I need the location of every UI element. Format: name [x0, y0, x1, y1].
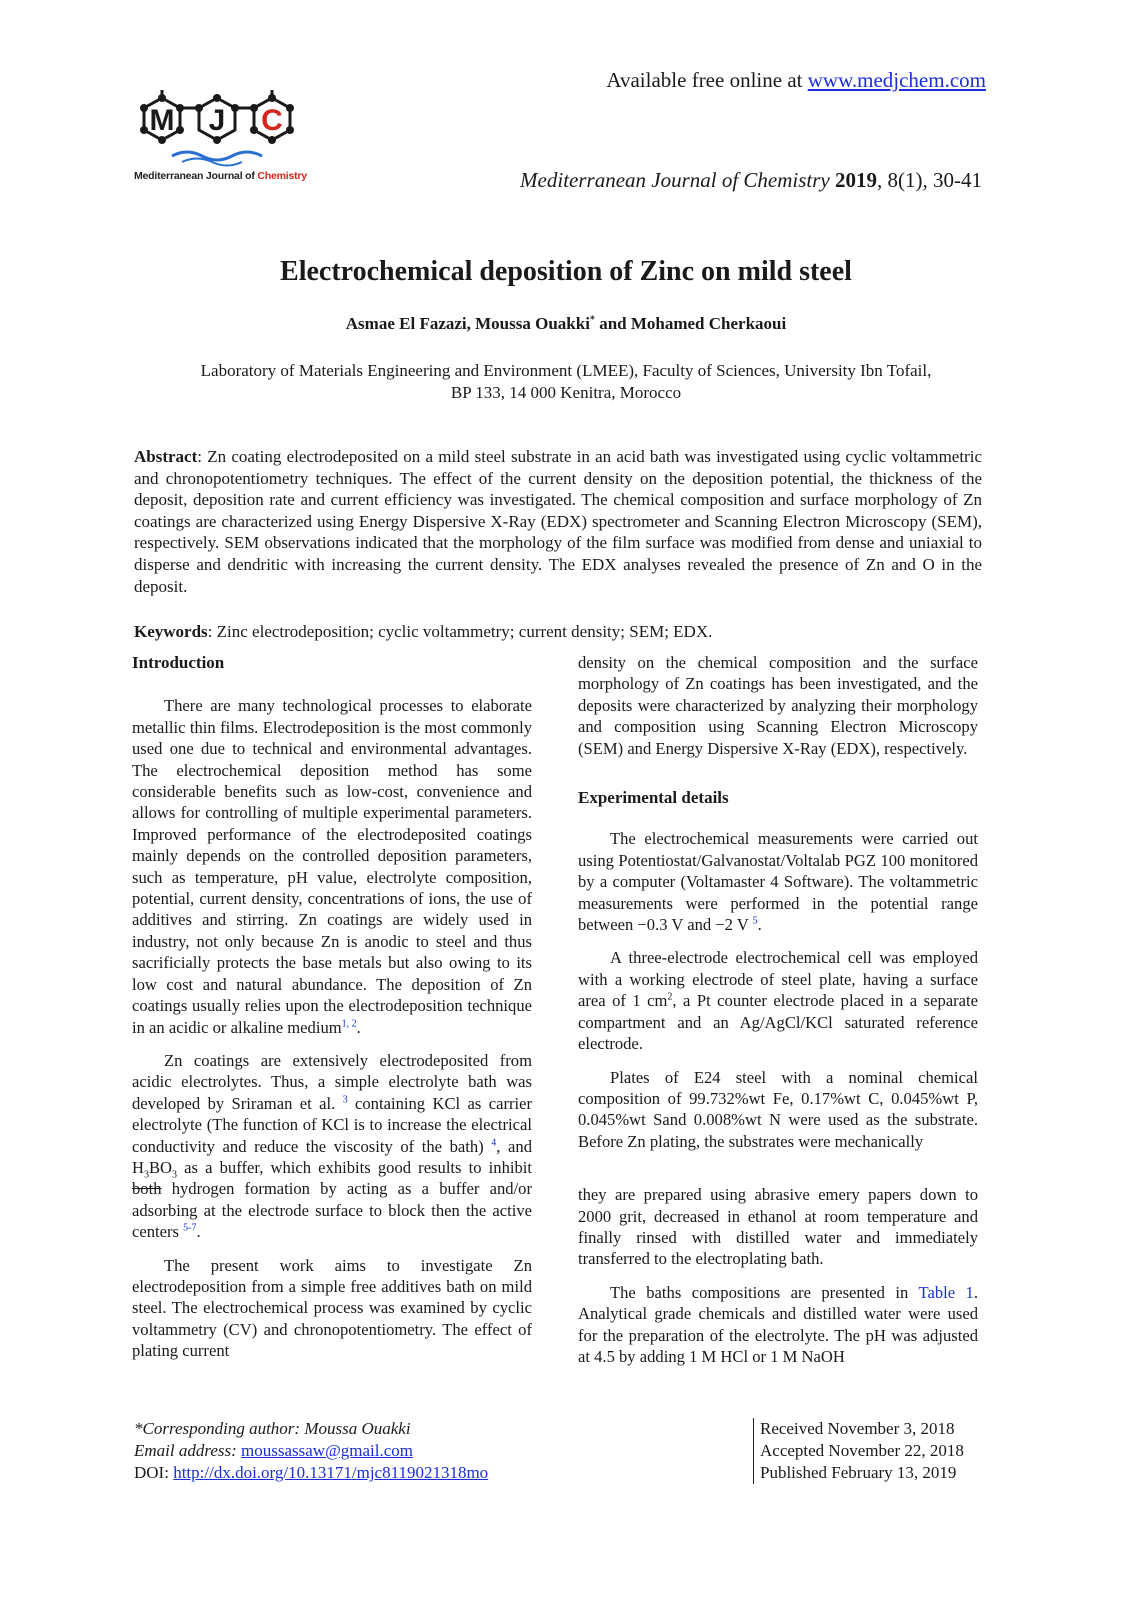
section-heading-introduction: Introduction — [132, 653, 225, 672]
exp-p1-text: The electrochemical measurements were carried out using Potentiostat/Galvanostat/Voltalab PGZ 100 monitored by a computer (Voltamaster 4 Software). The voltammetric measurements were performed in the potential range between −0.3 V and −2 V — [578, 829, 978, 935]
svg-text:J: J — [208, 104, 226, 137]
authors-part-2: and Mohamed Cherkaoui — [594, 314, 787, 333]
journal-citation — [520, 168, 982, 193]
superscript: 2 — [667, 991, 673, 1003]
intro-p2-text-f: hydrogen formation by acting as a buffer and/or adsorbing at the electrode surface to block then the active centers — [132, 1179, 532, 1242]
footer-dates — [753, 1418, 964, 1484]
exp-p5-text-a: The baths compositions are presented in — [610, 1282, 919, 1302]
section-heading-experimental: Experimental details — [578, 788, 729, 808]
email-label: Email address: — [134, 1441, 242, 1460]
intro-p1-end: . — [356, 1017, 361, 1037]
availability-text: Available free online at — [606, 68, 808, 92]
journal-issue: , 8(1), 30-41 — [877, 168, 982, 192]
intro-p2-text-b: containing KCl as carrier electrolyte (The function of KCl is to increase the electrical conductivity and reduce the viscosity of the bath) — [132, 1093, 532, 1156]
experimental-paragraph-3: Plates of E24 steel with a nominal chemical composition of 99.732%wt Fe, 0.17%wt C, 0.045%wt P, 0.045%wt Sand 0.008%wt N were used as the substrate. Before Zn plating, the substrates were mechanically — [578, 1067, 978, 1151]
corresponding-marker: * — [589, 314, 595, 326]
experimental-paragraph-4: they are prepared using abrasive emery papers down to 2000 grit, decreased in ethanol at room temperature and finally rinsed with distilled water and immediately transferred to the electroplating bath. — [578, 1185, 978, 1269]
accepted-date: Accepted November 22, 2018 — [760, 1441, 964, 1460]
citation-ref[interactable]: 3 — [342, 1094, 348, 1106]
availability-line — [606, 68, 986, 93]
struck-word: both — [132, 1179, 162, 1199]
experimental-paragraph-1 — [578, 828, 978, 935]
exp-p1-end: . — [757, 915, 762, 935]
logo-caption-accent: Chemistry — [257, 170, 307, 182]
intro-p2-end: . — [196, 1222, 201, 1242]
author-list — [0, 314, 1132, 334]
keywords-label: Keywords — [134, 622, 208, 641]
citation-ref[interactable]: 5-7 — [183, 1222, 197, 1234]
svg-text:C: C — [261, 104, 283, 137]
affiliation — [150, 360, 982, 404]
table-1-link[interactable]: Table 1 — [918, 1282, 974, 1302]
left-column — [132, 652, 532, 1362]
doi-label: DOI: — [134, 1463, 174, 1482]
mjc-logo-icon — [132, 90, 302, 175]
journal-year: 2019 — [835, 168, 878, 192]
email-link[interactable]: moussassaw@gmail.com — [241, 1441, 413, 1460]
intro-p2-text-c: , and H — [132, 1136, 532, 1177]
abstract-text: : Zn coating electrodeposited on a mild steel substrate in an acid bath was investigated using cyclic voltammetric and chronopotentiometry techniques. The effect of the current density on the deposition potential, the thickness of the deposit, deposition rate and current efficiency was investigated. The chemical composition and surface morphology of Zn coatings are characterized using Energy Dispersive X-Ray (EDX) spectrometer and Scanning Electron Microscopy (SEM), respectively. SEM observations indicated that the morphology of the film surface was modified from dense and uniaxial to disperse and dendritic with increasing the current density. The EDX analyses revealed the presence of Zn and O in the deposit. — [134, 447, 982, 596]
svg-text:M: M — [149, 104, 175, 137]
intro-paragraph-3: The present work aims to investigate Zn electrodeposition from a simple free additives bath on mild steel. The electrochemical process was examined by cyclic voltammetry (CV) and chronopotentiometry. The effect of plating current — [132, 1255, 532, 1361]
footer-correspondence — [134, 1418, 488, 1484]
doi-link[interactable]: http://dx.doi.org/10.13171/mjc8119021318mo — [173, 1463, 489, 1482]
exp-p5-text-b: . Analytical grade chemicals and distilled water were used for the preparation of the electrolyte. The pH was adjusted at 4.5 by adding 1 M HCl or 1 M NaOH — [578, 1282, 979, 1366]
intro-paragraph-2 — [132, 1050, 532, 1243]
exp-p2-text-a: A three-electrode electrochemical cell was employed with a working electrode of steel plate, having a surface area of 1 cm — [578, 948, 978, 1011]
citation-ref[interactable]: 1, 2 — [341, 1017, 357, 1029]
keywords-text: : Zinc electrodeposition; cyclic voltammetry; current density; SEM; EDX. — [207, 622, 713, 641]
published-date: Published February 13, 2019 — [760, 1463, 957, 1482]
intro-p1-text: There are many technological processes to elaborate metallic thin films. Electrodeposition is the most commonly used one due to technical and environmental advantages. The electrochemical deposition method has some considerable benefits such as low-cost, convenience and allows for controlling of multiple experimental parameters. Improved performance of the electrodeposited coatings mainly depends on the controlled deposition parameters, such as temperature, pH value, electrolyte composition, potential, current density, concentrations of ions, the use of additives and stirring. Zn coatings are widely used in industry, not only because Zn is anodic to steel and thus sacrificially protects the base metals but also owing to its low cost and natural abundance. The deposition of Zn coatings usually relies upon the electrodeposition technique in an acidic or alkaline medium — [132, 696, 532, 1037]
affiliation-line-1: Laboratory of Materials Engineering and Environment (LMEE), Faculty of Sciences, University Ibn Tofail, — [200, 361, 932, 380]
intro-p2-text-d: BO — [148, 1157, 173, 1177]
citation-ref[interactable]: 4 — [491, 1137, 497, 1148]
corresponding-author: *Corresponding author: Moussa Ouakki — [134, 1419, 411, 1438]
logo-caption — [134, 170, 307, 182]
abstract-label: Abstract — [134, 447, 198, 466]
journal-website-link[interactable]: www.medjchem.com — [807, 68, 986, 92]
intro-paragraph-1 — [132, 695, 532, 1038]
journal-name: Mediterranean Journal of Chemistry — [520, 168, 830, 192]
subscript: 3 — [143, 1169, 149, 1181]
keywords — [134, 622, 982, 642]
experimental-paragraph-5 — [578, 1282, 978, 1368]
exp-p2-text-b: , a Pt counter electrode placed in a separate compartment and an Ag/AgCl/KCl saturated reference electrode. — [578, 991, 978, 1054]
intro-p2-text-e: as a buffer, which exhibits good results to inhibit — [177, 1157, 532, 1177]
paper-title: Electrochemical deposition of Zinc on mild steel — [280, 256, 852, 287]
abstract — [134, 446, 982, 597]
intro-continuation: density on the chemical composition and the surface morphology of Zn coatings has been investigated, and the deposits were characterized by analyzing their morphology and composition using Scanning Electron Microscopy (SEM) and Energy Dispersive X-Ray (EDX), respectively. — [578, 653, 978, 758]
journal-logo — [132, 90, 307, 190]
subscript: 3 — [172, 1169, 178, 1181]
right-column — [578, 652, 978, 1367]
received-date: Received November 3, 2018 — [760, 1419, 955, 1438]
affiliation-line-2: BP 133, 14 000 Kenitra, Morocco — [450, 383, 682, 402]
intro-p2-text-a: Zn coatings are extensively electrodeposited from acidic electrolytes. Thus, a simple electrolyte bath was developed by Sriraman et al. — [132, 1050, 532, 1113]
logo-caption-main: Mediterranean Journal of — [134, 170, 258, 182]
authors-part-1: Asmae El Fazazi, Moussa Ouakki — [345, 314, 590, 333]
citation-ref[interactable]: 5 — [752, 915, 758, 927]
experimental-paragraph-2 — [578, 947, 978, 1054]
